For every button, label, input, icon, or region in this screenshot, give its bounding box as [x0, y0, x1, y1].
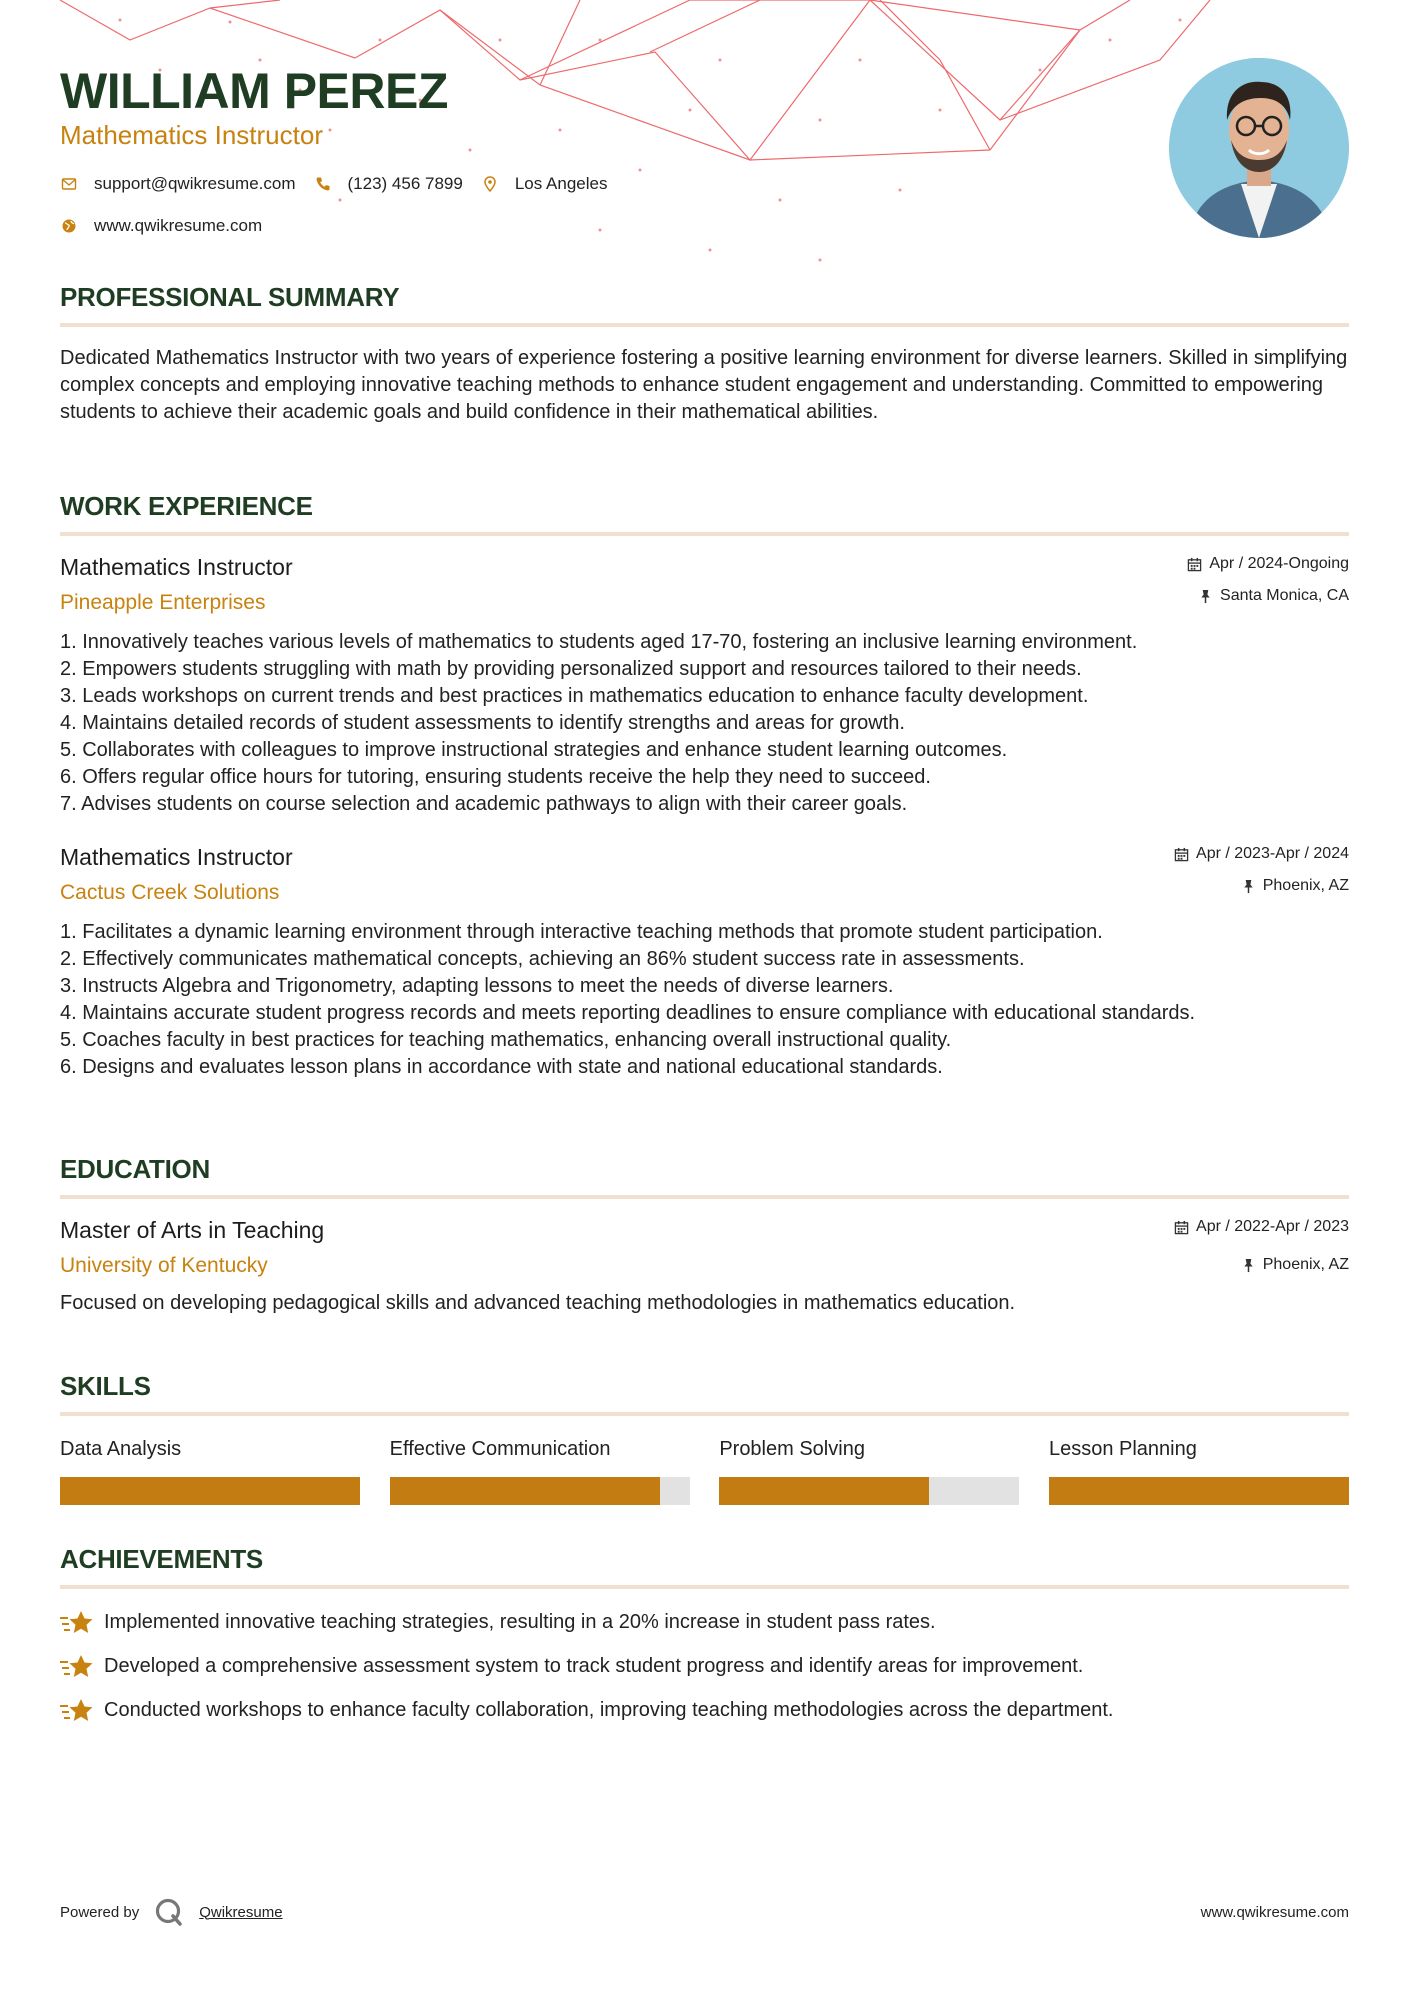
education-dates: Apr / 2022-Apr / 2023 [1196, 1218, 1349, 1235]
job-location: Santa Monica, CA [1220, 587, 1349, 604]
footer-website-link[interactable]: www.qwikresume.com [1200, 1903, 1349, 1921]
job-dates: Apr / 2024-Ongoing [1209, 555, 1349, 572]
star-icon [60, 1697, 94, 1723]
achievements-section [60, 1544, 1349, 1725]
section-divider [60, 532, 1349, 536]
summary-text: Dedicated Mathematics Instructor with two years of experience fostering a positive learning environment for diverse learners. Skilled in simplifying complex concepts and employing innovative teaching methods to enhance student engagement and understanding. Committed to empowering students to achieve their academic goals and build confidence in their mathematical abilities. [60, 347, 1348, 423]
skill-name: Data Analysis [60, 1438, 182, 1460]
powered-by-label: Powered by [60, 1903, 140, 1921]
job-dates-row [1187, 554, 1349, 574]
summary-section [60, 282, 1349, 426]
section-divider [60, 1195, 1349, 1199]
skill-name: Effective Communication [389, 1438, 611, 1460]
skill-item [719, 1438, 1019, 1505]
list-item: 2. Effectively communicates mathematical concepts, achieving an 86% student success rate in assessments. [60, 948, 1025, 970]
contact-row [60, 214, 625, 238]
education-meta [1174, 1217, 1349, 1275]
calendar-icon [1174, 1220, 1189, 1235]
list-item: 6. Designs and evaluates lesson plans in accordance with state and national educational standards. [60, 1056, 943, 1078]
list-item [60, 1607, 1349, 1637]
section-heading: WORK EXPERIENCE [60, 491, 313, 521]
job-entry [60, 554, 1349, 818]
envelope-icon [60, 175, 78, 193]
job-dates: Apr / 2023-Apr / 2024 [1196, 845, 1349, 862]
skill-bar-fill [60, 1477, 360, 1505]
job-company: Cactus Creek Solutions [60, 881, 280, 904]
education-entry [60, 1217, 1349, 1317]
location-text: Los Angeles [514, 174, 608, 193]
list-item: 3. Leads workshops on current trends and best practices in mathematics education to enhance faculty development. [60, 685, 1089, 707]
education-section [60, 1154, 1349, 1317]
skill-bar [719, 1477, 1019, 1505]
job-dates-row [1174, 844, 1349, 864]
skill-name: Lesson Planning [1048, 1438, 1197, 1460]
education-dates-row [1174, 1217, 1349, 1237]
calendar-icon [1174, 847, 1189, 862]
section-heading: SKILLS [60, 1371, 151, 1401]
list-item: 7. Advises students on course selection and academic pathways to align with their career goals. [60, 793, 908, 815]
location-pin-icon [481, 175, 499, 193]
skill-bar-fill [1049, 1477, 1349, 1505]
degree-title: Master of Arts in Teaching [60, 1217, 325, 1243]
email-link[interactable]: support@qwikresume.com [94, 174, 296, 193]
list-item: 1. Facilitates a dynamic learning environment through interactive teaching methods that promote student participation. [60, 921, 1103, 943]
job-title: Mathematics Instructor [60, 844, 293, 870]
contact-info [60, 172, 625, 238]
list-item: 6. Offers regular office hours for tutoring, ensuring students receive the help they need to succeed. [60, 766, 931, 788]
list-item: 1. Innovatively teaches various levels of mathematics to students aged 17-70, fostering an inclusive learning environment. [60, 631, 1138, 653]
list-item: 5. Collaborates with colleagues to improve instructional strategies and enhance student learning outcomes. [60, 739, 1008, 761]
achievement-text: Conducted workshops to enhance faculty collaboration, improving teaching methodologies across the department. [104, 1698, 1114, 1721]
education-location-row [1174, 1255, 1349, 1275]
job-title: Mathematics Instructor [60, 554, 293, 580]
brand-link[interactable]: Qwikresume [199, 1903, 283, 1921]
candidate-name: WILLIAM PEREZ [60, 63, 448, 119]
achievement-text: Implemented innovative teaching strategies, resulting in a 20% increase in student pass rates. [104, 1610, 936, 1633]
skill-bar [390, 1477, 690, 1505]
page-footer [60, 1896, 1349, 1928]
skill-bar [60, 1477, 360, 1505]
job-meta [1187, 554, 1349, 606]
school-name: University of Kentucky [60, 1254, 268, 1277]
education-description: Focused on developing pedagogical skills and advanced teaching methodologies in mathematics education. [60, 1292, 1016, 1314]
skill-item [60, 1438, 360, 1505]
education-location: Phoenix, AZ [1262, 1256, 1349, 1273]
star-icon [60, 1653, 94, 1679]
list-item: 3. Instructs Algebra and Trigonometry, adapting lessons to meet the needs of diverse learners. [60, 975, 894, 997]
achievement-text: Developed a comprehensive assessment system to track student progress and identify areas for improvement. [104, 1654, 1084, 1677]
skill-name: Problem Solving [719, 1438, 865, 1460]
job-meta [1174, 844, 1349, 896]
globe-icon [60, 217, 78, 235]
pushpin-icon [1241, 879, 1256, 894]
pushpin-icon [1241, 1258, 1256, 1273]
list-item [60, 1695, 1349, 1725]
section-divider [60, 1585, 1349, 1589]
job-location: Phoenix, AZ [1262, 877, 1349, 894]
footer-branding [60, 1896, 283, 1928]
section-divider [60, 323, 1349, 327]
skills-section [60, 1371, 1349, 1505]
job-location-row [1187, 586, 1349, 606]
list-item: 4. Maintains detailed records of student assessments to identify strengths and areas for growth. [60, 712, 905, 734]
section-heading: ACHIEVEMENTS [60, 1544, 263, 1574]
phone-icon [314, 175, 332, 193]
job-bullets [60, 629, 1349, 818]
skill-bar-fill [719, 1477, 929, 1505]
section-divider [60, 1412, 1349, 1416]
calendar-icon [1187, 557, 1202, 572]
section-heading: PROFESSIONAL SUMMARY [60, 282, 400, 312]
qwikresume-logo-icon [153, 1896, 185, 1928]
candidate-title: Mathematics Instructor [60, 120, 323, 150]
skill-item [390, 1438, 690, 1505]
list-item: 4. Maintains accurate student progress records and meets reporting deadlines to ensure compliance with educational standards. [60, 1002, 1196, 1024]
job-company: Pineapple Enterprises [60, 591, 266, 614]
list-item [60, 1651, 1349, 1681]
job-entry [60, 844, 1349, 1081]
achievements-list [60, 1607, 1349, 1725]
website-link[interactable]: www.qwikresume.com [94, 216, 263, 235]
star-icon [60, 1609, 94, 1635]
job-location-row [1174, 876, 1349, 896]
pushpin-icon [1198, 589, 1213, 604]
profile-photo [1169, 58, 1349, 238]
list-item: 2. Empowers students struggling with math by providing personalized support and resources tailored to their needs. [60, 658, 1082, 680]
list-item: 5. Coaches faculty in best practices for teaching mathematics, enhancing overall instructional quality. [60, 1029, 952, 1051]
experience-section [60, 491, 1349, 1081]
phone-number[interactable]: (123) 456 7899 [347, 174, 463, 193]
skill-bar-fill [390, 1477, 660, 1505]
skills-list [60, 1438, 1349, 1505]
job-bullets [60, 919, 1349, 1081]
skill-item [1049, 1438, 1349, 1505]
skill-bar [1049, 1477, 1349, 1505]
contact-row [60, 172, 625, 196]
section-heading: EDUCATION [60, 1154, 210, 1184]
